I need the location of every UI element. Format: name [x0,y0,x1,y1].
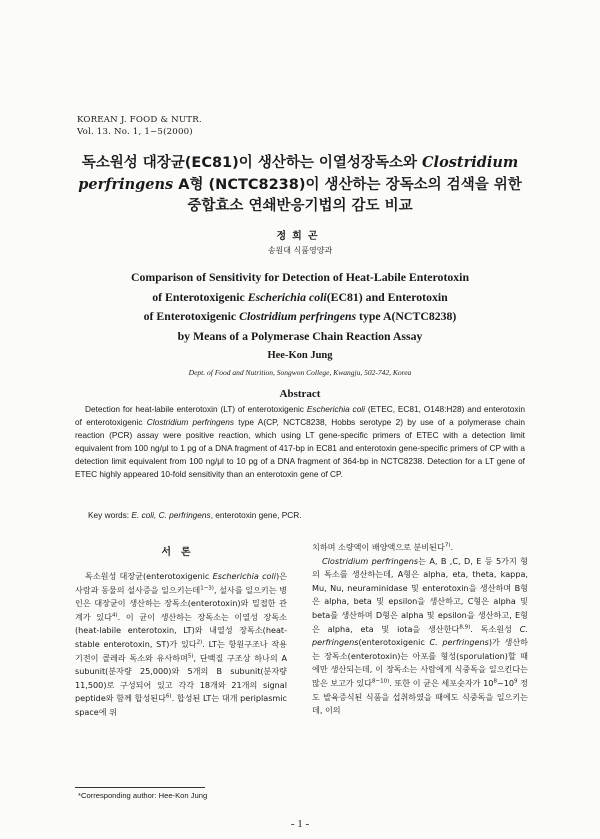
intro-paragraph-2: Clostridium perfringens는 A, B ,C, D, E 등 5가지 형의 독소를 생산하는데, A형은 alpha, eta, theta, kappa, Mu, Nu, neuraminidase 및 enterotoxin을 생산하며 B형은 alpha, beta 및 epsilon을 생산하고, C형은 alpha 및 beta를 생산하며 D형은 alpha 및 epsilon을 생산하고, E형은 alpha, eta 및 iota을 생산한다$^{8,9)}$. 독소원성 C. perfringens(enterotoxigenic C. perfringens)가 생산하는 장독소(enterotoxin)는 아포를 형성(sporulation)할 때에만 생산되는데, 이 장독소는 사람에게 식중독을 일으킨다는 많은 보고가 있다$^{8\sim 10)}$. 또한 이 균은 세포숫자가 $10^8\sim 10^9$ 정도 발육증식된 식품을 섭취하였을 때에도 식중독을 일으키는데, 이의 [312,555,528,716]
english-title [70,268,530,346]
english-title-line1: Comparison of Sensitivity for Detection of Heat-Labile Enterotoxin [130,270,470,284]
left-column-text [75,570,287,720]
page-number: - 1 - [290,818,310,830]
abstract-body [75,403,525,481]
english-title-line2: of Enterotoxigenic Escherichia coli(EC81) and Enterotoxin [152,289,448,304]
english-title-line4: by Means of a Polymerase Chain Reaction Assay [177,328,423,343]
english-title-line3: of Enterotoxigenic Clostridium perfringens type A(NCTC8238) [143,309,457,323]
intro-paragraph-1: 독소원성 대장균(enterotoxigenic Escherichia coli)은 사람과 동물의 설사증을 일으키는데$^{1\sim 3)}$, 설사를 일으키는 병인은 대장균이 생산하는 장독소(enterotoxin)와 밀접한 관계가 있다$^{4)}$. 이 균이 생산하는 장독소는 이열성 장독소(heat-labile enterotoxin, LT)와 내열성 장독소(heat-stable enterotoxin, ST)가 있다$^{2)}$. LT는 항원구조나 작용기전이 콜레라 독소와 유사하며$^{5)}$, 단백질 구조상 하나의 A subunit(분자량 25,000)와 5개의 B subunit(분자량 11,500)로 구성되어 있고 각각 18개와 21개의 signal peptide와 함께 합성된다$^{6)}$. 합성된 LT는 대개 periplasmic space에 위 [75,571,288,717]
intro-paragraph-1-cont: 치하며 소량액이 배양액으로 분비된다$^{7)}$. [312,542,454,552]
abstract-paragraph: Detection for heat-labile enterotoxin (LT) of enterotoxigenic Escherichia coli (ETEC, EC81, O148:H28) and enterotoxin of enterotoxigenic Clostridium perfringens type A(CP, NCTC8238, Hobbs serotype 2) by use of a polymerase chain reaction (PCR) assay were positive reaction, which using LT gene-specific primers of ETEC with a detection limit equivalent from 100 ng/μl to 1 pg of a DNA fragment of 417-bp in EC81 and enterotoxin gene-specific primers of CP with a detection limit equivalent from 100 ng/μl to 10 pg of a DNA fragment of 364-bp in NCTC8238. Detection for a LT gene of ETEC highly appeared 10-fold sensitivity than an enterotoxin gene of CP. [75,404,525,479]
korean-title [60,152,540,217]
journal-citation [77,114,202,138]
korean-title-line2: perfringens A형 (NCTC8238)이 생산하는 장독소의 검색을 위한 [78,176,522,193]
korean-title-line3: 중합효소 연쇄반응기법의 감도 비교 [187,198,413,214]
korean-author: 정희곤 [276,231,324,242]
journal-name: KOREAN J. FOOD & NUTR. [77,115,202,125]
korean-affiliation: 송원대 식품영양과 [267,246,333,255]
abstract-heading: Abstract [279,388,321,400]
english-author: Hee-Kon Jung [267,350,333,361]
english-affiliation: Dept. of Food and Nutrition, Songwon College, Kwangju, 502-742, Korea [188,368,412,377]
korean-title-line1: 독소원성 대장균(EC81)이 생산하는 이열성장독소와 Clostridium [81,154,519,171]
section-heading-introduction: 서론 [161,547,201,558]
right-column-text [312,541,528,718]
keywords: Key words: E. coli, C. perfringens, enterotoxin gene, PCR. [88,510,302,520]
footnote-rule [75,787,205,788]
journal-volume: Vol. 13. No. 1, 1~5(2000) [77,127,193,137]
footnote-corresponding-author: *Corresponding author: Hee-Kon Jung [78,791,208,800]
